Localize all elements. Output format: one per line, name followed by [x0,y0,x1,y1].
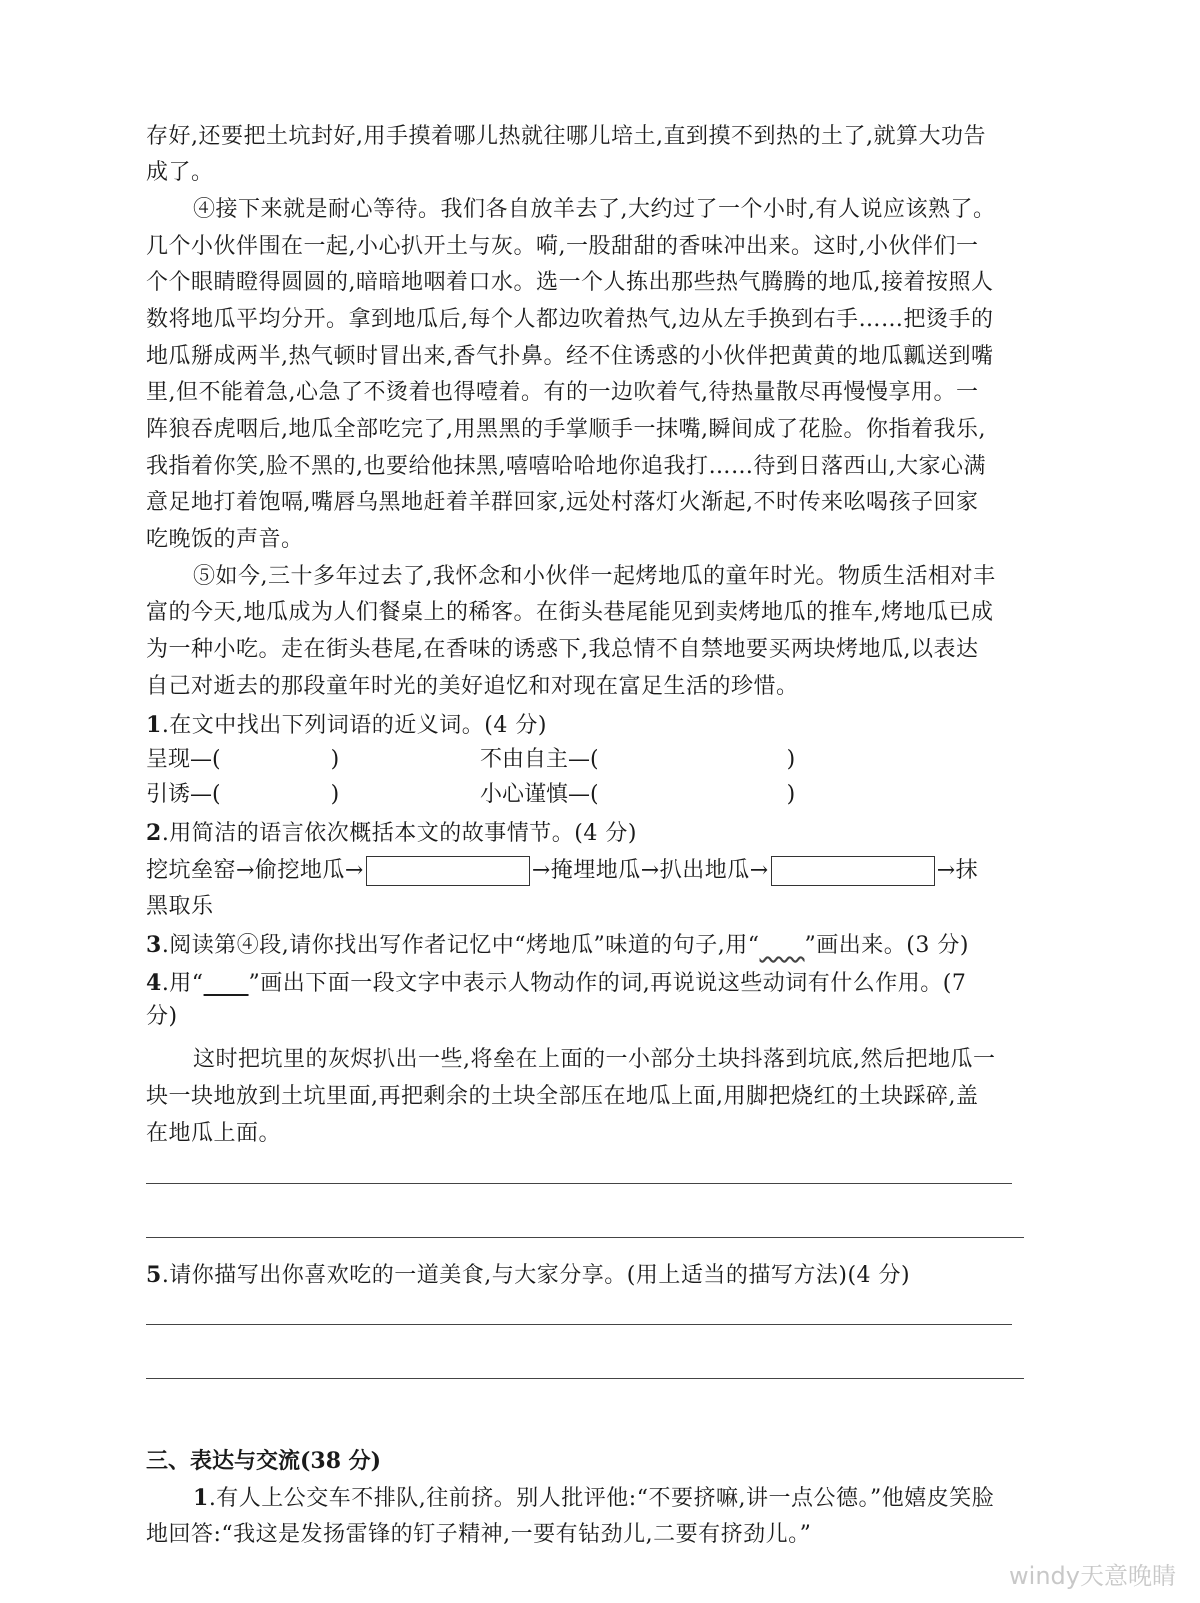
question-text: .请你描写出你喜欢吃的一道美食,与大家分享。(用上适当的描写方法)(4 分) [161,1263,911,1288]
question-number: 5 [146,1262,162,1288]
passage-line: 我指着你笑,脸不黑的,也要给他抹黑,嘻嘻哈哈地你追我打……待到日落西山,大家心满 [146,454,986,479]
passage-line: 地瓜掰成两半,热气顿时冒出来,香气扑鼻。经不住诱惑的小伙伴把黄黄的地瓜瓤送到嘴 [146,344,994,369]
passage-line: 阵狼吞虎咽后,地瓜全部吃完了,用黑黑的手掌顺手一抹嘴,瞬间成了花脸。你指着我乐, [146,417,986,442]
wavy-line-mark [760,933,805,958]
passage-line: ⑤如今,三十多年过去了,我怀念和小伙伴一起烤地瓜的童年时光。物质生活相对丰 [193,564,996,589]
question-3 [146,930,969,961]
question-number: 3 [146,932,162,958]
question-text: ”画出来。(3 分) [804,933,969,958]
vocab-close: ) [330,782,340,807]
question-4 [146,968,966,999]
vocab-item [480,780,795,810]
question-text: 分) [146,1004,178,1029]
passage-line: ④接下来就是耐心等待。我们各自放羊去了,大约过了一个小时,有人说应该熟了。 [193,197,996,222]
flow-text: →抹 [936,858,979,883]
passage-line: 存好,还要把土坑封好,用手摸着哪儿热就往哪儿培土,直到摸不到热的土了,就算大功告 [146,124,986,149]
question-text: .用简洁的语言依次概括本文的故事情节。(4 分) [161,821,637,846]
section3-question-1 [193,1483,994,1514]
excerpt-line: 在地瓜上面。 [146,1121,282,1146]
question-text: .在文中找出下列词语的近义词。(4 分) [161,713,547,738]
section-title: 三、表达与交流(38 分) [146,1448,382,1474]
vocab-word: 不由自主—( [480,747,599,772]
question-text: .阅读第④段,请你找出写作者记忆中“烤地瓜”味道的句子,用“ [161,933,760,958]
flow-text: 黑取乐 [146,894,214,919]
passage-line: 意足地打着饱嗝,嘴唇乌黑地赶着羊群回家,远处村落灯火渐起,不时传来吆喝孩子回家 [146,490,979,515]
passage-line: 里,但不能着急,心急了不烫着也得噎着。有的一边吹着气,待热量散尽再慢慢享用。一 [146,380,979,405]
plot-flow [146,856,978,886]
answer-line[interactable] [146,1237,1024,1238]
vocab-close: ) [330,747,340,772]
question-number: 4 [146,970,162,996]
passage-line: 自己对逝去的那段童年时光的美好追忆和对现在富足生活的珍惜。 [146,674,799,699]
vocab-item [146,780,339,810]
question-text: 地回答:“我这是发扬雷锋的钉子精神,一要有钻劲儿,二要有挤劲儿。” [146,1522,812,1547]
question-number: 2 [146,820,162,846]
vocab-close: ) [786,782,796,807]
answer-box[interactable] [366,856,530,886]
excerpt-line: 这时把坑里的灰烬扒出一些,将垒在上面的一小部分土块抖落到坑底,然后把地瓜一 [193,1047,996,1072]
vocab-word: 呈现—( [146,747,221,772]
answer-line[interactable] [146,1324,1012,1325]
question-1 [146,710,547,741]
passage-line: 成了。 [146,160,214,185]
vocab-close: ) [786,747,796,772]
vocab-word: 引诱—( [146,782,221,807]
question-text: .有人上公交车不排队,往前挤。别人批评他:“不要挤嘛,讲一点公德。”他嬉皮笑脸 [208,1486,995,1511]
passage-line: 个个眼睛瞪得圆圆的,暗暗地咽着口水。选一个人拣出那些热气腾腾的地瓜,接着按照人 [146,270,994,295]
question-5 [146,1260,910,1291]
vocab-word: 小心谨慎—( [480,782,599,807]
answer-line[interactable] [146,1183,1012,1184]
passage-line: 几个小伙伴围在一起,小心扒开土与灰。嗬,一股甜甜的香味冲出来。这时,小伙伴们一 [146,234,979,259]
flow-text: 挖坑垒窑→偷挖地瓜→ [146,858,364,883]
straight-line-mark [204,971,249,996]
question-number: 1 [193,1485,209,1511]
passage-line: 吃晚饭的声音。 [146,527,304,552]
passage-line: 数将地瓜平均分开。拿到地瓜后,每个人都边吹着热气,边从左手换到右手……把烫手的 [146,307,994,332]
excerpt-line: 块一块地放到土坑里面,再把剩余的土块全部压在地瓜上面,用脚把烧红的土块踩碎,盖 [146,1084,979,1109]
question-number: 1 [146,712,162,738]
question-text: .用“ [161,971,204,996]
flow-text: →掩埋地瓜→扒出地瓜→ [531,858,769,883]
question-2 [146,818,637,849]
answer-box[interactable] [771,856,935,886]
passage-line: 富的今天,地瓜成为人们餐桌上的稀客。在街头巷尾能见到卖烤地瓜的推车,烤地瓜已成 [146,600,994,625]
watermark: windy天意晚睛 [1009,1562,1176,1590]
vocab-item [146,745,339,775]
passage-line: 为一种小吃。走在街头巷尾,在香味的诱惑下,我总情不自禁地要买两块烤地瓜,以表达 [146,637,979,662]
answer-line[interactable] [146,1378,1024,1379]
vocab-item [480,745,795,775]
question-text: ”画出下面一段文字中表示人物动作的词,再说说这些动词有什么作用。(7 [248,971,967,996]
